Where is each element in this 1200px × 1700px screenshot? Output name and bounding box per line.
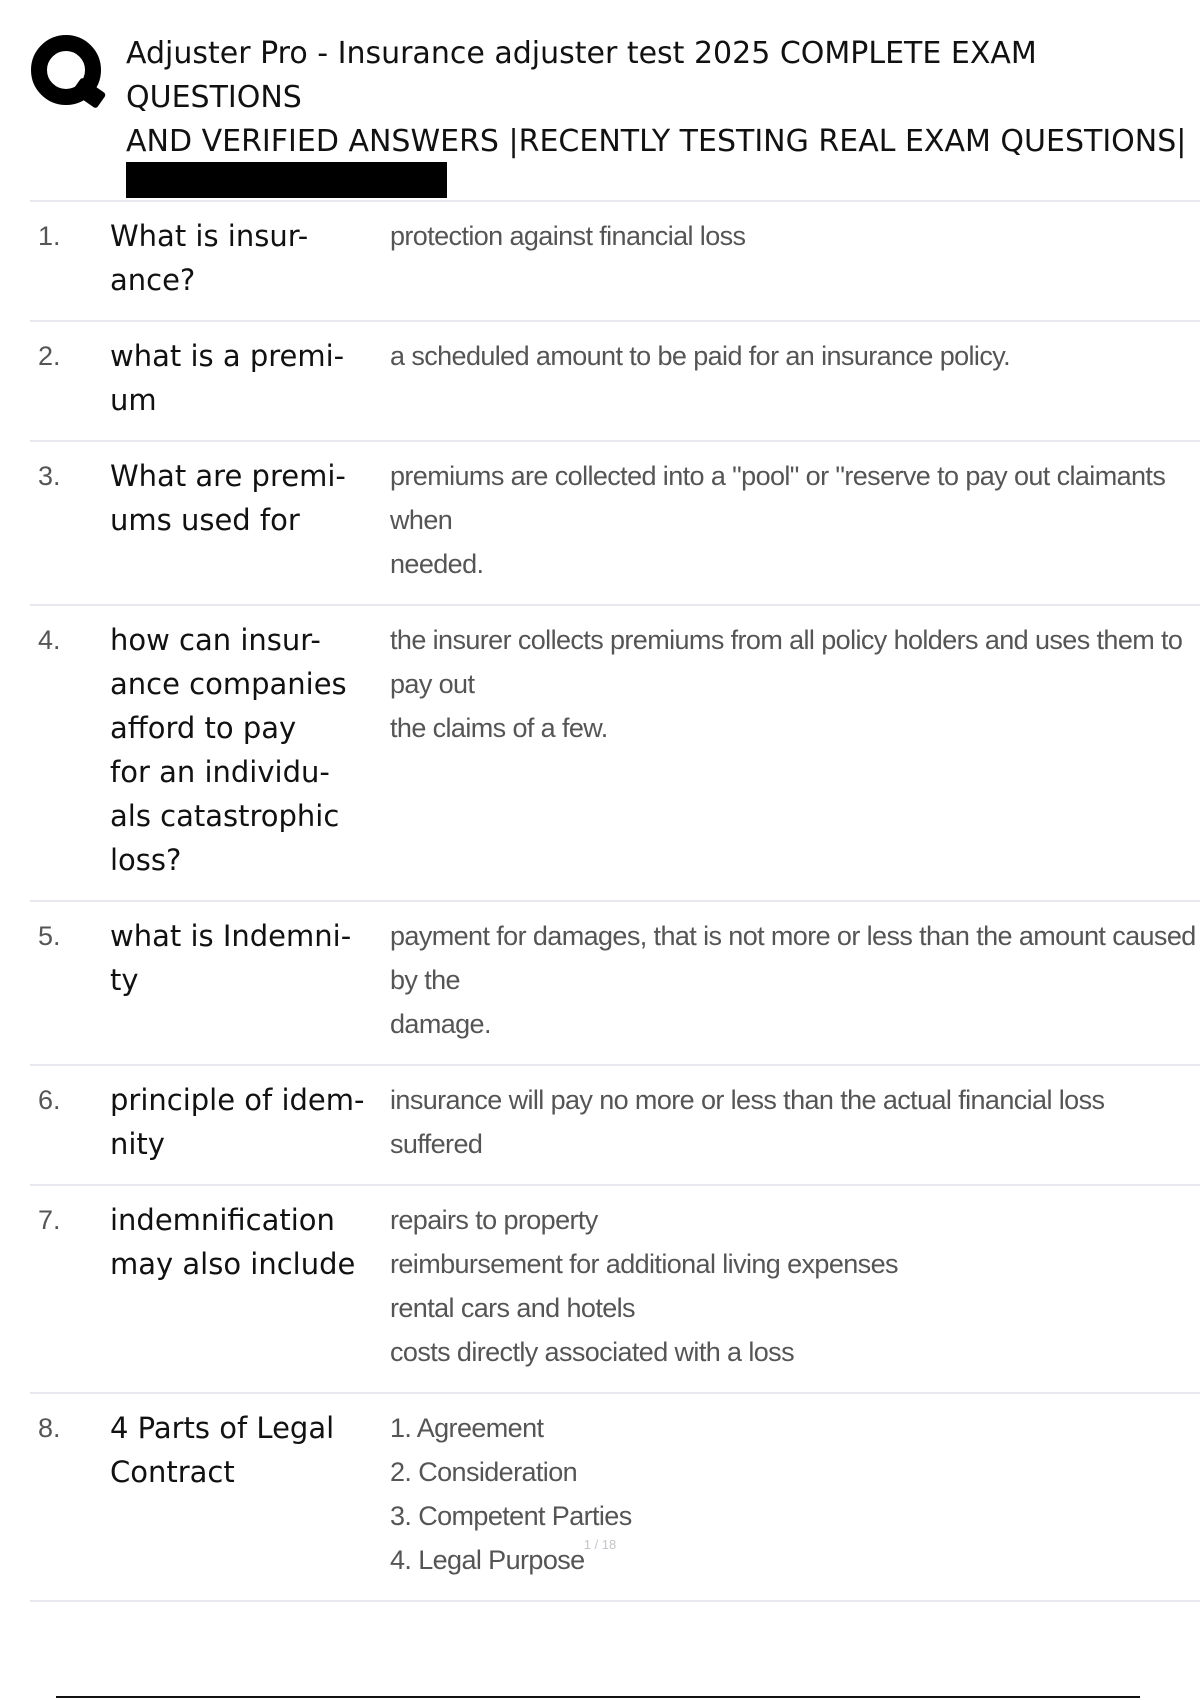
answer-text: premiums are collected into a "pool" or "reserve to pay out claimants when needed. <box>390 461 1166 579</box>
document-header <box>30 30 1200 200</box>
question-text: What is insur- ance? <box>110 219 309 297</box>
redaction-bar <box>126 162 447 198</box>
qa-row <box>30 322 1200 442</box>
question-number: 1. <box>38 221 61 251</box>
document-title: Adjuster Pro - Insurance adjuster test 2025 COMPLETE EXAM QUESTIONS AND VERIFIED ANSWERS |RECENTLY TESTING REAL EXAM QUESTIONS| <box>126 36 1187 159</box>
qa-row <box>30 1186 1200 1394</box>
question-number: 3. <box>38 461 61 491</box>
question-number: 2. <box>38 341 61 371</box>
answer-text: 1. Agreement 2. Consideration 3. Competent Parties 4. Legal Purpose <box>390 1413 632 1575</box>
qa-row <box>30 442 1200 606</box>
answer-text: a scheduled amount to be paid for an insurance policy. <box>390 341 1011 371</box>
question-text: 4 Parts of Legal Contract <box>110 1411 335 1489</box>
qa-list <box>30 200 1200 1602</box>
question-number: 7. <box>38 1205 61 1235</box>
answer-text: the insurer collects premiums from all policy holders and uses them to pay out the claims of a few. <box>390 625 1183 743</box>
question-number: 4. <box>38 625 61 655</box>
question-number: 6. <box>38 1085 61 1115</box>
qa-row <box>30 902 1200 1066</box>
question-text: how can insur- ance companies afford to pay for an individu- als catastrophic loss? <box>110 623 347 877</box>
qa-row <box>30 1066 1200 1186</box>
qa-row <box>30 1394 1200 1602</box>
question-number: 5. <box>38 921 61 951</box>
question-text: principle of idem- nity <box>110 1083 365 1161</box>
qa-row <box>30 202 1200 322</box>
answer-text: protection against financial loss <box>390 221 746 251</box>
q-logo-icon <box>30 32 108 110</box>
page-number: 1 / 18 <box>583 1537 617 1552</box>
question-text: What are premi- ums used for <box>110 459 346 537</box>
answer-text: repairs to property reimbursement for additional living expenses rental cars and hotels costs directly associated with a loss <box>390 1205 898 1367</box>
answer-text: insurance will pay no more or less than the actual financial loss suffered <box>390 1085 1105 1159</box>
question-number: 8. <box>38 1413 61 1443</box>
qa-row <box>30 606 1200 902</box>
bottom-divider <box>56 1696 1140 1698</box>
question-text: what is a premi- um <box>110 339 345 417</box>
question-text: indemnification may also include <box>110 1203 356 1281</box>
answer-text: payment for damages, that is not more or less than the amount caused by the damage. <box>390 921 1196 1039</box>
question-text: what is Indemni- ty <box>110 919 352 997</box>
